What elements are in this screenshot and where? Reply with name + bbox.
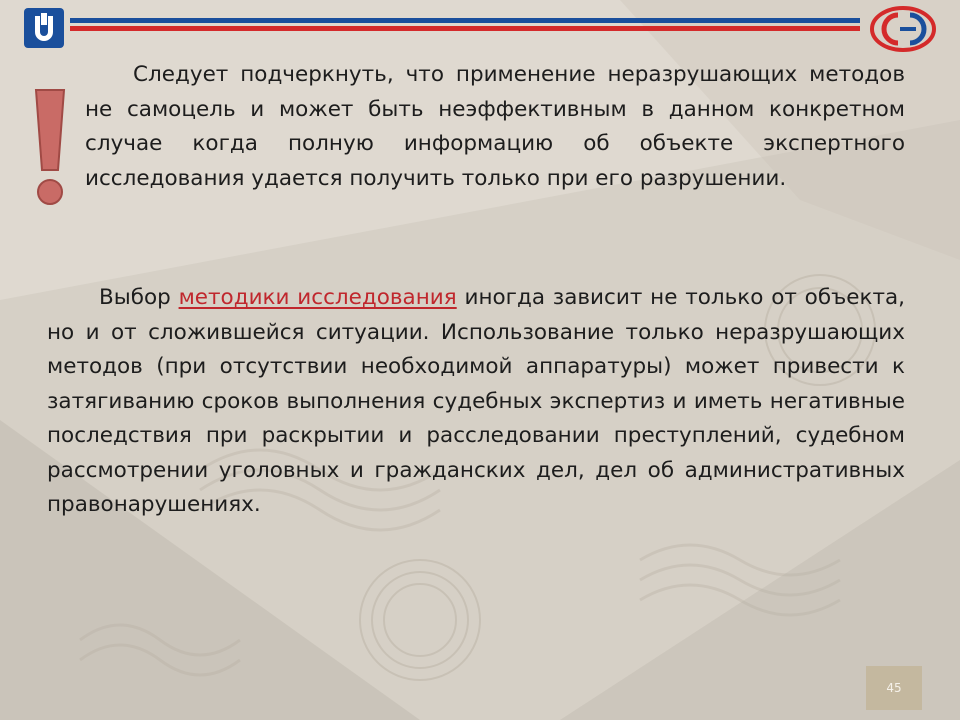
note-paragraph <box>85 58 905 196</box>
forensic-center-logo-icon <box>870 6 936 56</box>
red-stripe <box>70 26 860 31</box>
main-text-start: Выбор <box>99 285 179 310</box>
university-logo-icon <box>24 8 64 52</box>
main-paragraph <box>47 281 905 523</box>
page-number: 45 <box>866 666 922 710</box>
note-text: Следует подчеркнуть, что применение неразрушающих методов не самоцель и может быть неэффективным в данном конкретном случае когда полную информацию об объекте экспертного исследования удается получить только при его разрушении. <box>85 62 905 191</box>
blue-stripe <box>70 18 860 23</box>
exclamation-mark-icon <box>32 88 68 214</box>
main-text-rest: иногда зависит не только от объекта, но и от сложившейся ситуации. Использование только неразрушающих методов (при отсутствии необходимой аппаратуры) может привести к затягиванию сроков выполнения судебных экспертиз и иметь негативные последствия при раскрытии и расследовании преступлений, судебном рассмотрении уголовных и гражданских дел, дел об административных правонарушениях. <box>47 285 906 517</box>
header-stripes <box>70 18 860 34</box>
research-methods-link[interactable]: методики исследования <box>178 285 457 310</box>
